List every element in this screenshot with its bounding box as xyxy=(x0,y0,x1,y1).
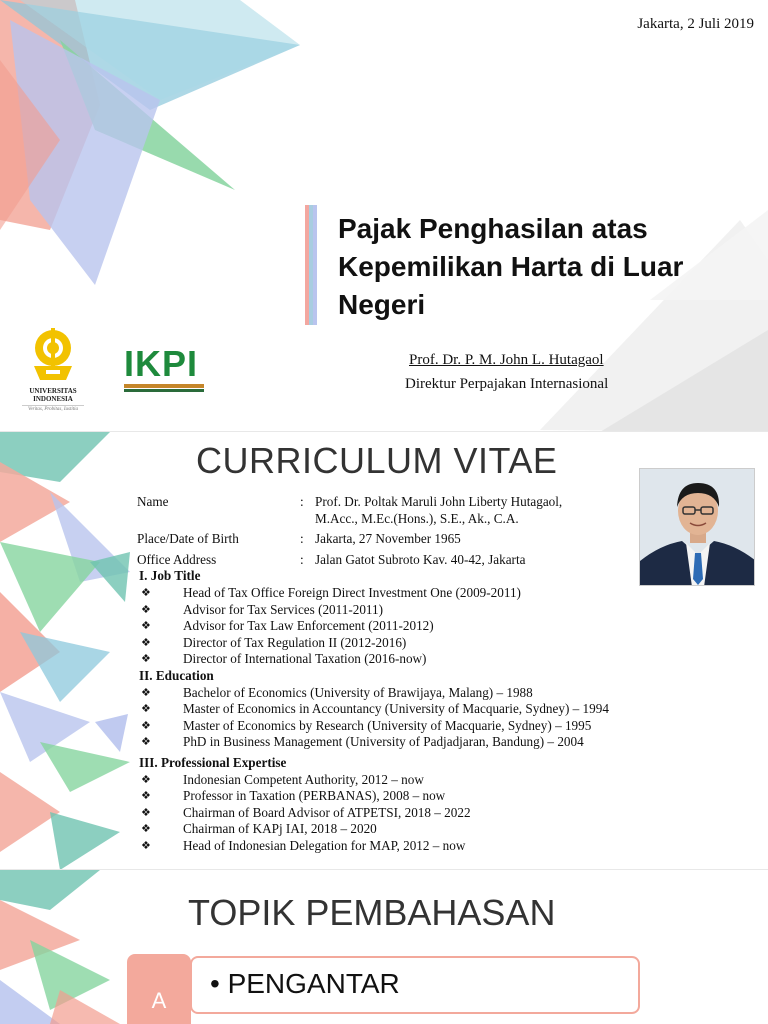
cv-birth-row xyxy=(137,531,737,548)
diamond-bullet-icon: ❖ xyxy=(141,620,151,633)
list-item xyxy=(137,618,737,635)
diamond-bullet-icon: ❖ xyxy=(141,603,151,616)
diamond-bullet-icon: ❖ xyxy=(141,636,151,649)
list-item xyxy=(137,635,737,652)
name-value xyxy=(315,494,737,527)
topics-slide xyxy=(0,870,768,1024)
diamond-bullet-icon: ❖ xyxy=(141,653,151,666)
author-name: Prof. Dr. P. M. John L. Hutagaol xyxy=(409,352,604,368)
topic-item-box xyxy=(190,956,640,1014)
diamond-bullet-icon: ❖ xyxy=(141,773,151,786)
presentation-date: Jakarta, 2 Juli 2019 xyxy=(637,16,754,32)
topic-badge-letter: A xyxy=(151,988,167,1013)
title-accent-bar xyxy=(305,205,317,325)
ikpi-logo-text: IKPI xyxy=(124,343,199,384)
section-heading-professional-expertise: III. Professional Expertise xyxy=(139,754,287,770)
cv-office-row xyxy=(137,552,737,569)
name-value-line2: M.Acc., M.Ec.(Hons.), S.E., Ak., C.A. xyxy=(315,510,519,526)
list-item-text: Professor in Taxation (PERBANAS), 2008 – now xyxy=(183,788,446,804)
cv-slide xyxy=(0,432,768,870)
author-role: Direktur Perpajakan Internasional xyxy=(405,376,609,392)
section-heading-education: II. Education xyxy=(139,667,214,683)
diamond-bullet-icon: ❖ xyxy=(141,823,151,836)
list-item-text: Director of International Taxation (2016-now) xyxy=(183,651,427,667)
list-item-text: Chairman of KAPj IAI, 2018 – 2020 xyxy=(183,821,377,837)
topic-item-text: • PENGANTAR xyxy=(210,968,400,999)
cv-title: CURRICULUM VITAE xyxy=(196,440,558,481)
topic-badge xyxy=(127,954,191,1024)
ikpi-logo xyxy=(124,343,204,392)
list-item xyxy=(137,772,737,789)
list-item xyxy=(137,651,737,668)
list-item-text: Head of Tax Office Foreign Direct Investment One (2009-2011) xyxy=(183,584,521,600)
ui-logo-motto: Veritas, Probitas, Iustitia xyxy=(22,405,84,412)
list-item xyxy=(137,788,737,805)
topics-title: TOPIK PEMBAHASAN xyxy=(188,892,556,933)
colon: : xyxy=(300,531,304,547)
diamond-bullet-icon: ❖ xyxy=(141,790,151,803)
cv-name-row xyxy=(137,494,737,527)
list-item-text: Advisor for Tax Law Enforcement (2011-2012) xyxy=(183,618,434,634)
office-label: Office Address xyxy=(137,551,217,567)
list-item-text: Master of Economics by Research (University of Macquarie, Sydney) – 1995 xyxy=(183,717,592,733)
diamond-bullet-icon: ❖ xyxy=(141,719,151,732)
title-line-2: Kepemilikan Harta di Luar xyxy=(338,251,684,282)
section-heading-job-title: I. Job Title xyxy=(139,568,201,584)
colon: : xyxy=(300,494,304,509)
list-item xyxy=(137,701,737,718)
diamond-bullet-icon: ❖ xyxy=(141,703,151,716)
list-item-text: PhD in Business Management (University of Padjadjaran, Bandung) – 2004 xyxy=(183,734,584,750)
name-label: Name xyxy=(137,494,169,509)
list-item xyxy=(137,734,737,751)
diamond-bullet-icon: ❖ xyxy=(141,806,151,819)
list-item-text: Advisor for Tax Services (2011-2011) xyxy=(183,601,384,617)
cv-body xyxy=(137,494,737,854)
title-slide xyxy=(0,0,768,432)
diamond-bullet-icon: ❖ xyxy=(141,736,151,749)
diamond-bullet-icon: ❖ xyxy=(141,839,151,852)
list-item xyxy=(137,821,737,838)
list-item-text: Master of Economics in Accountancy (University of Macquarie, Sydney) – 1994 xyxy=(183,701,609,717)
list-item-text: Chairman of Board Advisor of ATPETSI, 2018 – 2022 xyxy=(183,804,471,820)
list-item xyxy=(137,718,737,735)
list-item xyxy=(137,602,737,619)
ui-logo-line1: UNIVERSITAS xyxy=(29,387,77,395)
list-item-text: Head of Indonesian Delegation for MAP, 2012 – now xyxy=(183,837,466,853)
list-item-text: Indonesian Competent Authority, 2012 – now xyxy=(183,771,424,787)
list-item xyxy=(137,685,737,702)
colon: : xyxy=(300,551,304,567)
title-line-1: Pajak Penghasilan atas xyxy=(338,213,648,244)
makara-emblem-icon xyxy=(26,326,80,382)
birth-value: Jakarta, 27 November 1965 xyxy=(315,531,461,547)
diamond-bullet-icon: ❖ xyxy=(141,686,151,699)
office-value: Jalan Gatot Subroto Kav. 40-42, Jakarta xyxy=(315,551,526,567)
ikpi-logo-stripe xyxy=(124,384,204,388)
list-item-text: Director of Tax Regulation II (2012-2016) xyxy=(183,634,407,650)
universitas-indonesia-logo xyxy=(22,326,84,412)
name-value-line1: Prof. Dr. Poltak Maruli John Liberty Hutagaol, xyxy=(315,494,563,509)
list-item xyxy=(137,805,737,822)
list-item xyxy=(137,585,737,602)
diamond-bullet-icon: ❖ xyxy=(141,586,151,599)
birth-label: Place/Date of Birth xyxy=(137,531,239,547)
title-line-3: Negeri xyxy=(338,289,426,320)
list-item xyxy=(137,838,737,855)
ikpi-logo-stripe-2 xyxy=(124,389,204,392)
list-item-text: Bachelor of Economics (University of Brawijaya, Malang) – 1988 xyxy=(183,684,533,700)
ui-logo-line2: INDONESIA xyxy=(33,395,73,403)
presentation-title xyxy=(338,210,758,324)
